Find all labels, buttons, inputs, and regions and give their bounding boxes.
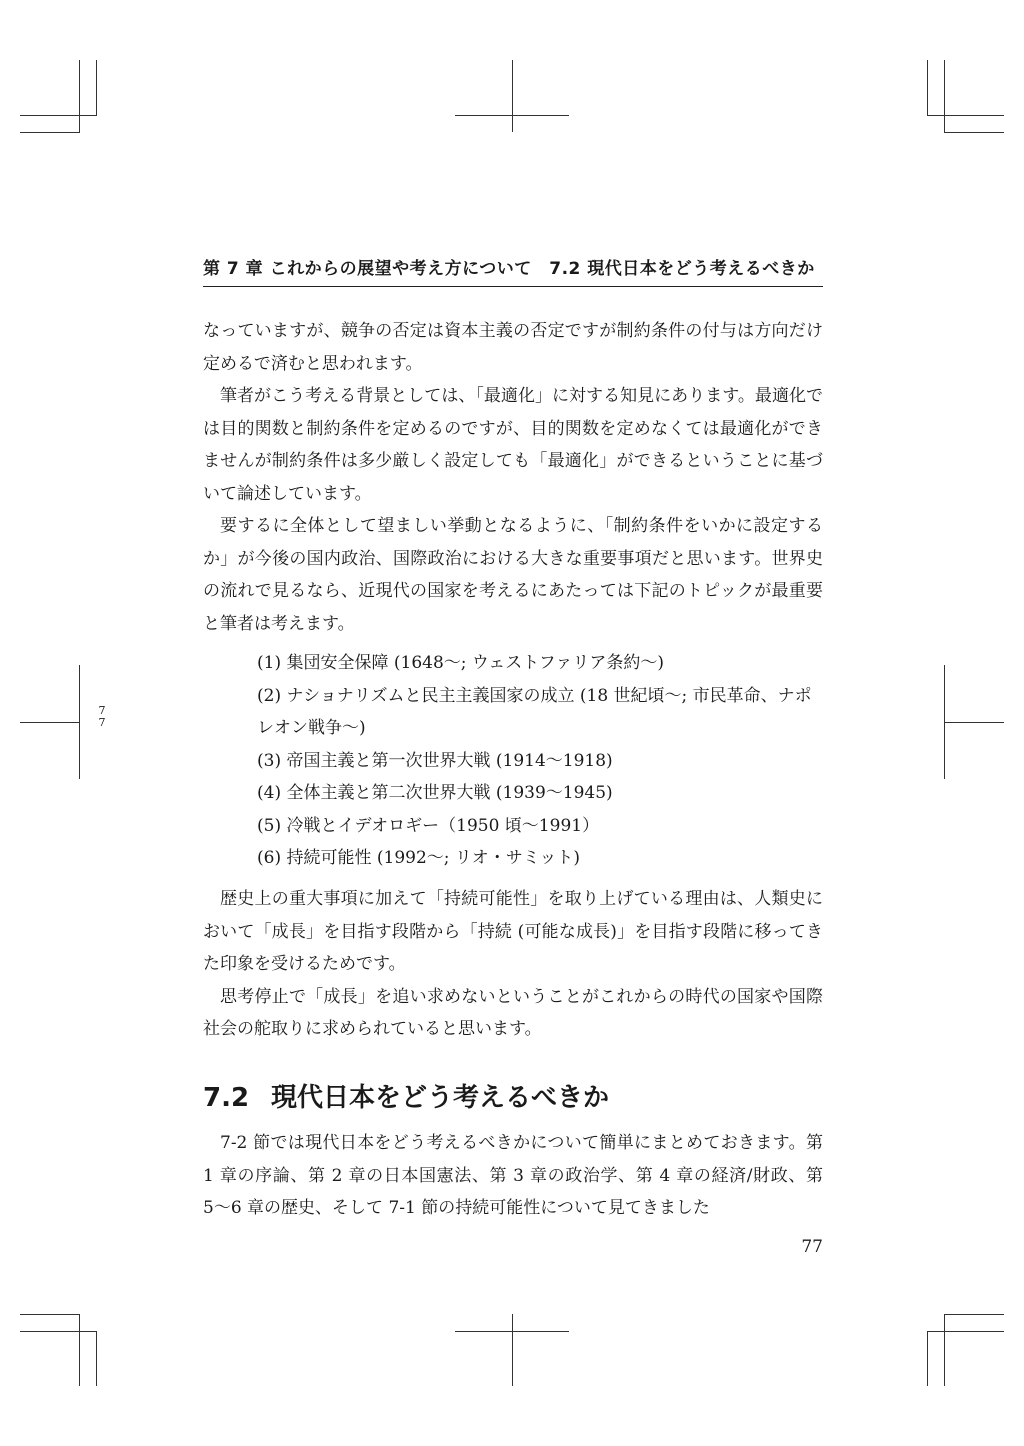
crop-mark — [944, 60, 945, 132]
running-header: 第 7 章 これからの展望や考え方について 7.2 現代日本をどう考えるべきか — [203, 254, 823, 287]
crop-mark — [79, 1314, 80, 1386]
crop-mark — [927, 115, 1004, 116]
paragraph: 要するに全体として望ましい挙動となるように、「制約条件をいかに設定するか」が今後の国内政治、国際政治における大きな重要事項だと思います。世界史の流れで見るなら、近現代の国家を考えるにあたっては下記のトピックが最重要と筆者は考えます。 — [203, 516, 823, 634]
paragraph: 歴史上の重大事項に加えて「持続可能性」を取り上げている理由は、人類史において「成長」を目指す段階から「持続 (可能な成長)」を目指す段階に移ってきた印象を受けるためです。 — [203, 889, 823, 974]
topic-list — [257, 647, 823, 875]
paragraph: 筆者がこう考える背景としては、「最適化」に対する知見にあります。最適化では目的関数と制約条件を定めるのですが、目的関数を定めなくては最適化ができませんが制約条件は多少厳しく設定しても「最適化」ができるということに基づいて論述しています。 — [203, 386, 823, 504]
paragraph: なっていますが、競争の否定は資本主義の否定ですが制約条件の付与は方向だけ定めるで済むと思われます。 — [203, 321, 823, 374]
paragraph: 思考停止で「成長」を追い求めないということがこれからの時代の国家や国際社会の舵取りに求められていると思います。 — [203, 986, 823, 1039]
list-item: (6) 持続可能性 (1992〜; リオ・サミット) — [257, 848, 581, 868]
list-item: (4) 全体主義と第二次世界大戦 (1939〜1945) — [257, 783, 613, 803]
crop-mark — [20, 115, 97, 116]
crop-mark — [20, 1331, 97, 1332]
crop-mark — [79, 665, 80, 779]
crop-mark — [20, 132, 80, 133]
crop-mark — [944, 132, 1004, 133]
crop-mark — [512, 1314, 513, 1386]
crop-mark — [927, 60, 928, 115]
body-top — [203, 315, 823, 640]
section-heading — [203, 1077, 823, 1114]
list-item: (1) 集団安全保障 (1648〜; ウェストファリア条約〜) — [257, 653, 665, 673]
side-page-marker — [96, 705, 108, 729]
crop-mark — [944, 722, 1004, 723]
paragraph: 7-2 節では現代日本をどう考えるべきかについて簡単にまとめておきます。第 1 章の序論、第 2 章の日本国憲法、第 3 章の政治学、第 4 章の経済/財政、第 5〜6 章の歴史、そして 7-1 節の持続可能性について見てきました — [203, 1133, 823, 1218]
section-title: 現代日本をどう考えるべきか — [271, 1083, 610, 1113]
crop-mark — [944, 1314, 945, 1386]
section-number: 7.2 — [203, 1083, 250, 1113]
crop-mark — [20, 722, 80, 723]
crop-mark — [96, 1331, 97, 1386]
crop-mark — [512, 60, 513, 132]
list-item: (3) 帝国主義と第一次世界大戦 (1914〜1918) — [257, 750, 613, 771]
body-section — [203, 1127, 823, 1225]
list-item: (5) 冷戦とイデオロギー（1950 頃〜1991） — [257, 815, 600, 836]
crop-mark — [927, 1331, 928, 1386]
crop-mark — [944, 1314, 1004, 1315]
side-marker-digit: 7 — [98, 704, 106, 717]
body-middle — [203, 883, 823, 1046]
crop-mark — [96, 60, 97, 115]
crop-mark — [79, 60, 80, 132]
crop-mark — [927, 1331, 1004, 1332]
list-item: (2) ナショナリズムと民主主義国家の成立 (18 世紀頃〜; 市民革命、ナポレオン戦争〜) — [257, 685, 812, 738]
page-number: 77 — [801, 1237, 823, 1257]
side-marker-digit: 7 — [98, 716, 106, 729]
crop-mark — [944, 665, 945, 779]
crop-mark — [20, 1314, 80, 1315]
